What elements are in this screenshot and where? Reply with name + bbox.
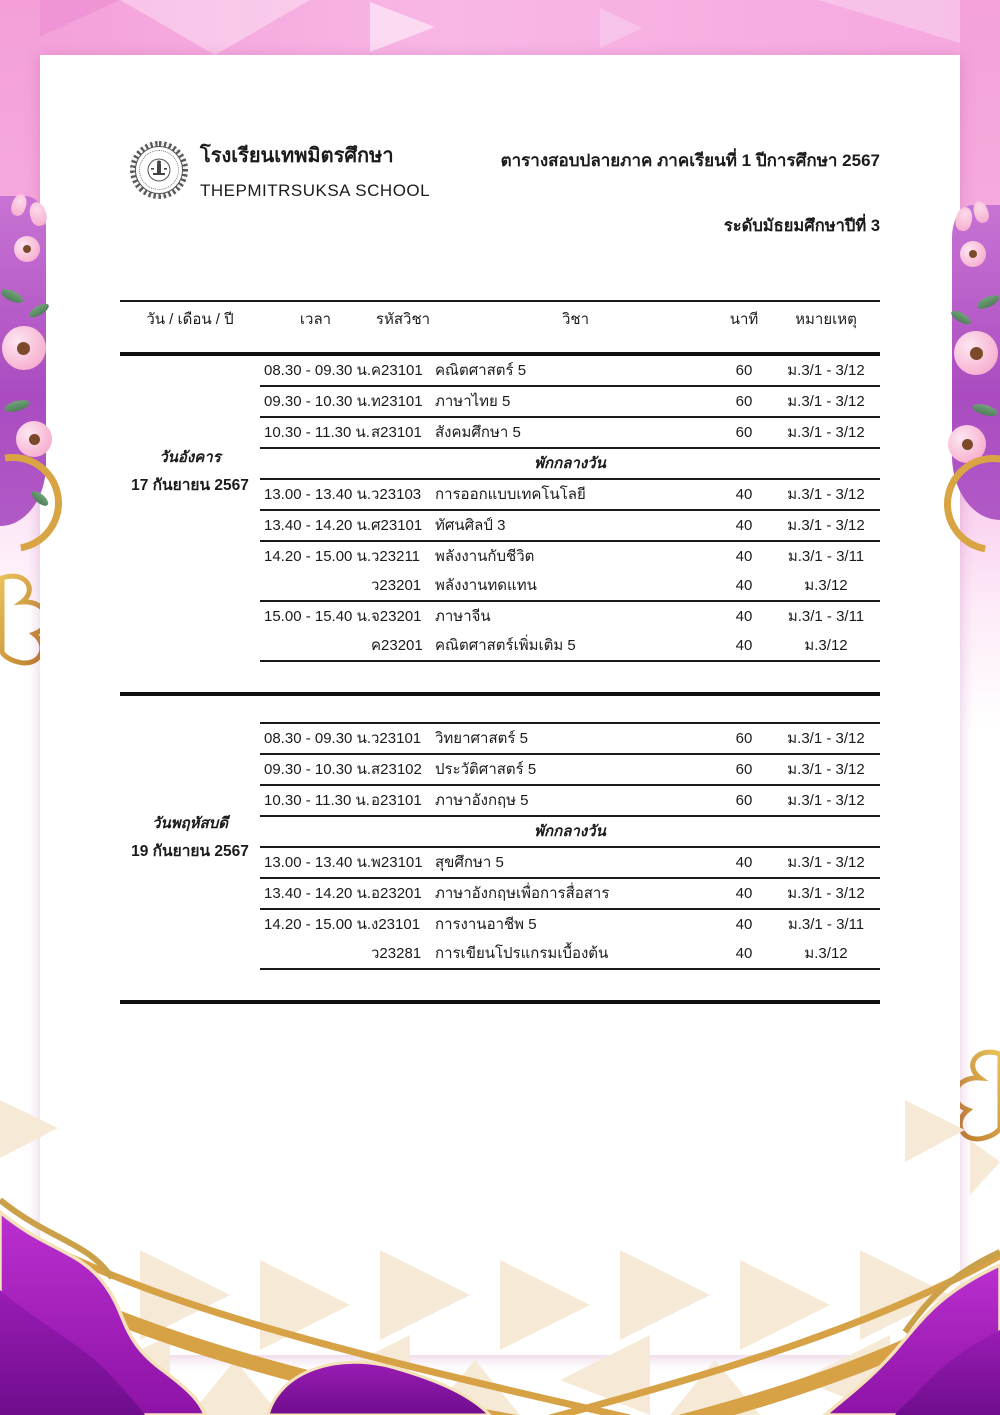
time-cell: 14.20 - 15.00 น.	[264, 916, 371, 933]
col-header-date: วัน / เดือน / ปี	[146, 311, 234, 328]
triangle-ornament	[120, 0, 310, 55]
day-name: วันอังคาร	[159, 449, 221, 466]
exam-row	[260, 631, 880, 662]
minutes-cell: 40	[735, 608, 753, 625]
flower-cluster-right	[938, 205, 1000, 535]
note-cell: ม.3/12	[804, 945, 848, 962]
flower-center	[969, 250, 977, 258]
subject-cell: ภาษาไทย 5	[435, 393, 511, 410]
triangle-ornament	[600, 8, 642, 48]
note-cell: ม.3/12	[804, 577, 848, 594]
subject-cell: การออกแบบเทคโนโลยี	[435, 486, 586, 503]
code-cell: ว23101	[371, 730, 422, 747]
day-label	[120, 812, 260, 864]
code-cell: ว23281	[371, 945, 422, 962]
subject-cell: วิทยาศาสตร์ 5	[435, 730, 528, 747]
flower-center	[29, 434, 40, 445]
section-divider-line	[120, 692, 880, 696]
time-cell	[260, 631, 371, 660]
triangle-ornament	[370, 2, 435, 52]
subject-cell: สังคมศึกษา 5	[435, 424, 521, 441]
note-cell: ม.3/1 - 3/12	[787, 792, 865, 809]
note-cell: ม.3/1 - 3/12	[787, 362, 865, 379]
subject-cell: ภาษาจีน	[435, 608, 491, 625]
exam-table	[120, 300, 880, 1030]
subject-cell: ทัศนศิลป์ 3	[435, 517, 506, 534]
school-logo-emblem	[139, 150, 179, 190]
time-cell: 14.20 - 15.00 น.	[264, 548, 371, 565]
exam-schedule-title: ตารางสอบปลายภาค ภาคเรียนที่ 1 ปีการศึกษา 2567	[500, 151, 880, 170]
time-cell: 15.00 - 15.40 น.	[264, 608, 371, 625]
time-cell: 13.00 - 13.40 น.	[264, 486, 371, 503]
table-header-row	[120, 300, 880, 356]
rows-group	[260, 356, 880, 662]
exam-row	[260, 602, 880, 631]
minutes-cell: 40	[735, 486, 753, 503]
code-cell: ค23101	[371, 362, 423, 379]
minutes-cell: 60	[735, 730, 753, 747]
note-cell: ม.3/1 - 3/12	[787, 393, 865, 410]
exam-row	[260, 542, 880, 571]
code-cell: อ23201	[371, 885, 422, 902]
note-cell: ม.3/1 - 3/11	[787, 608, 865, 625]
note-cell: ม.3/1 - 3/12	[787, 486, 865, 503]
exam-row	[260, 786, 880, 817]
subject-cell: ประวัติศาสตร์ 5	[435, 761, 537, 778]
exam-row	[260, 910, 880, 939]
code-cell: ว23201	[371, 577, 422, 594]
time-cell: 08.30 - 09.30 น.	[264, 362, 371, 379]
subject-cell: คณิตศาสตร์เพิ่มเติม 5	[435, 637, 576, 654]
school-name-english: THEPMITRSUKSA SCHOOL	[200, 181, 431, 200]
note-cell: ม.3/1 - 3/12	[787, 854, 865, 871]
minutes-cell: 40	[735, 637, 753, 654]
exam-row	[260, 387, 880, 418]
minutes-cell: 40	[735, 854, 753, 871]
note-cell: ม.3/1 - 3/11	[787, 916, 865, 933]
day-section	[120, 722, 880, 970]
time-cell: 09.30 - 10.30 น.	[264, 393, 371, 410]
note-cell: ม.3/1 - 3/11	[787, 548, 865, 565]
exam-row	[260, 356, 880, 387]
exam-row	[260, 571, 880, 602]
time-cell: 13.40 - 14.20 น.	[264, 517, 371, 534]
day-label	[120, 446, 260, 498]
subject-cell: ภาษาอังกฤษ 5	[435, 792, 529, 809]
grade-level-label: ระดับมัธยมศึกษาปีที่ 3	[723, 217, 880, 235]
bottom-ornaments	[0, 1100, 1000, 1415]
subject-cell: ภาษาอังกฤษเพื่อการสื่อสาร	[435, 885, 610, 902]
minutes-cell: 40	[735, 548, 753, 565]
code-cell: พ23101	[371, 854, 423, 871]
exam-row	[260, 848, 880, 879]
day-date: 19 กันยายน 2567	[131, 843, 249, 860]
minutes-cell: 40	[735, 916, 753, 933]
time-cell: 09.30 - 10.30 น.	[264, 761, 371, 778]
code-cell: ง23101	[371, 916, 421, 933]
minutes-cell: 60	[735, 362, 753, 379]
day-section	[120, 356, 880, 662]
subject-cell: คณิตศาสตร์ 5	[435, 362, 527, 379]
lunch-row: พักกลางวัน	[260, 817, 880, 848]
day-name: วันพฤหัสบดี	[152, 815, 228, 832]
code-cell: จ23201	[371, 608, 422, 625]
lunch-row: พักกลางวัน	[260, 449, 880, 480]
exam-row	[260, 879, 880, 910]
time-cell: 08.30 - 09.30 น.	[264, 730, 371, 747]
school-name-thai: โรงเรียนเทพมิตรศึกษา	[200, 145, 394, 167]
time-cell: 13.40 - 14.20 น.	[264, 885, 371, 902]
col-header-time: เวลา	[299, 311, 332, 328]
exam-row	[260, 724, 880, 755]
subject-cell: พลังงานทดแทน	[435, 577, 537, 594]
time-cell: 10.30 - 11.30 น.	[264, 424, 370, 441]
note-cell: ม.3/1 - 3/12	[787, 761, 865, 778]
col-header-code: รหัสวิชา	[375, 311, 431, 328]
school-logo	[130, 141, 188, 199]
flower-center	[23, 245, 31, 253]
col-header-minutes: นาที	[729, 311, 759, 328]
flower-center	[970, 347, 983, 360]
code-cell: ส23101	[371, 424, 422, 441]
rows-group	[260, 722, 880, 970]
code-cell: อ23101	[371, 792, 422, 809]
minutes-cell: 40	[735, 945, 753, 962]
note-cell: ม.3/1 - 3/12	[787, 517, 865, 534]
code-cell: ค23201	[371, 637, 423, 654]
subject-cell: สุขศึกษา 5	[435, 854, 504, 871]
note-cell: ม.3/1 - 3/12	[787, 424, 865, 441]
subject-cell: พลังงานกับชีวิต	[435, 548, 535, 565]
section-divider-line	[120, 1000, 880, 1004]
minutes-cell: 60	[735, 792, 753, 809]
frame-top-band	[0, 0, 1000, 55]
code-cell: ท23101	[371, 393, 423, 410]
time-cell	[260, 939, 371, 968]
day-date: 17 กันยายน 2567	[131, 477, 249, 494]
col-header-subject: วิชา	[561, 311, 590, 328]
code-cell: ว23211	[371, 548, 421, 565]
time-cell: 10.30 - 11.30 น.	[264, 792, 370, 809]
table-body	[120, 356, 880, 1004]
exam-row	[260, 939, 880, 970]
note-cell: ม.3/1 - 3/12	[787, 885, 865, 902]
minutes-cell: 40	[735, 517, 753, 534]
subject-cell: การเขียนโปรแกรมเบื้องต้น	[435, 945, 609, 962]
note-cell: ม.3/1 - 3/12	[787, 730, 865, 747]
code-cell: ส23102	[371, 761, 422, 778]
exam-row	[260, 418, 880, 449]
minutes-cell: 60	[735, 761, 753, 778]
minutes-cell: 60	[735, 393, 753, 410]
flower-cluster-left	[0, 196, 60, 541]
code-cell: ศ23101	[371, 517, 423, 534]
col-header-note: หมายเหตุ	[795, 311, 857, 328]
exam-row	[260, 511, 880, 542]
flower-center	[17, 342, 30, 355]
subject-cell: การงานอาชีพ 5	[435, 916, 537, 933]
minutes-cell: 60	[735, 424, 753, 441]
minutes-cell: 40	[735, 577, 753, 594]
code-cell: ว23103	[371, 486, 422, 503]
time-cell: 13.00 - 13.40 น.	[264, 854, 371, 871]
exam-row	[260, 480, 880, 511]
flower-center	[962, 439, 973, 450]
time-cell	[260, 571, 371, 600]
minutes-cell: 40	[735, 885, 753, 902]
exam-row	[260, 755, 880, 786]
note-cell: ม.3/12	[804, 637, 848, 654]
